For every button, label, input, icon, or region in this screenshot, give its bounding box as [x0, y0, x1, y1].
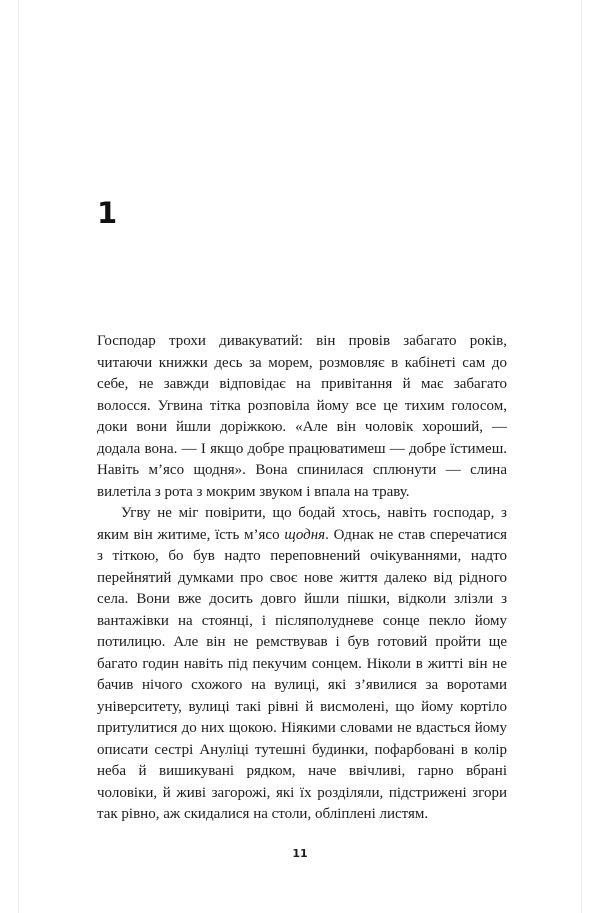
body-text: [97, 331, 507, 826]
text-run: Господар трохи дивакуватий: він провів забагато років, читаючи книжки десь за морем, розмовляє в кабінеті сам до себе, не завжди відповідає на привітання й має забагато волосся. Угвина тітка розповіла йому все це тихим голосом, доки вони йшли доріжкою. «Але він чоловік хороший, — додала вона. — І якщо добре працюватимеш — добре їстимеш. Навіть м’ясо щодня». Вона спинилася сплюнути — слина вилетіла з рота з мокрим звуком і впала на траву.: [97, 333, 507, 500]
text-run: Угву не міг повірити, що бодай хтось, навіть господар, з яким він житиме, їсть м’ясо: [97, 505, 507, 543]
chapter-number: 1: [97, 196, 118, 230]
paragraph: [97, 503, 507, 826]
page-number: 11: [292, 847, 308, 860]
paragraph: [97, 331, 507, 503]
text-run: . Однак не став сперечатися з тіткою, бо був надто переповнений очікуваннями, надто перейнятий думками про своє нове життя далеко від рідного села. Вони вже досить довго йшли пішки, відколи злізли з вантажівки на стоянці, і післяполудневе сонце пекло йому потилицю. Але він не ремствував і був готовий пройти ще багато годин навіть під пекучим сонцем. Ніколи в житті він не бачив нічого схожого на вулиці, які з’явилися за воротами університету, вулиці такі рівні й висмолені, що йому кортіло притулитися до них щокою. Ніякими словами не вдасться йому описати сестрі Ануліці тутешні будинки, пофарбовані в колір неба й вишикувані рядком, наче ввічливі, гарно вбрані чоловіки, й живі загорожі, які їх розділяли, підстрижені згори так рівно, аж скидалися на столи, обліплені листям.: [97, 526, 508, 822]
page-edge-left: [18, 0, 19, 913]
text-run-italic: щодня: [284, 526, 326, 543]
page-edge-right: [581, 0, 582, 913]
